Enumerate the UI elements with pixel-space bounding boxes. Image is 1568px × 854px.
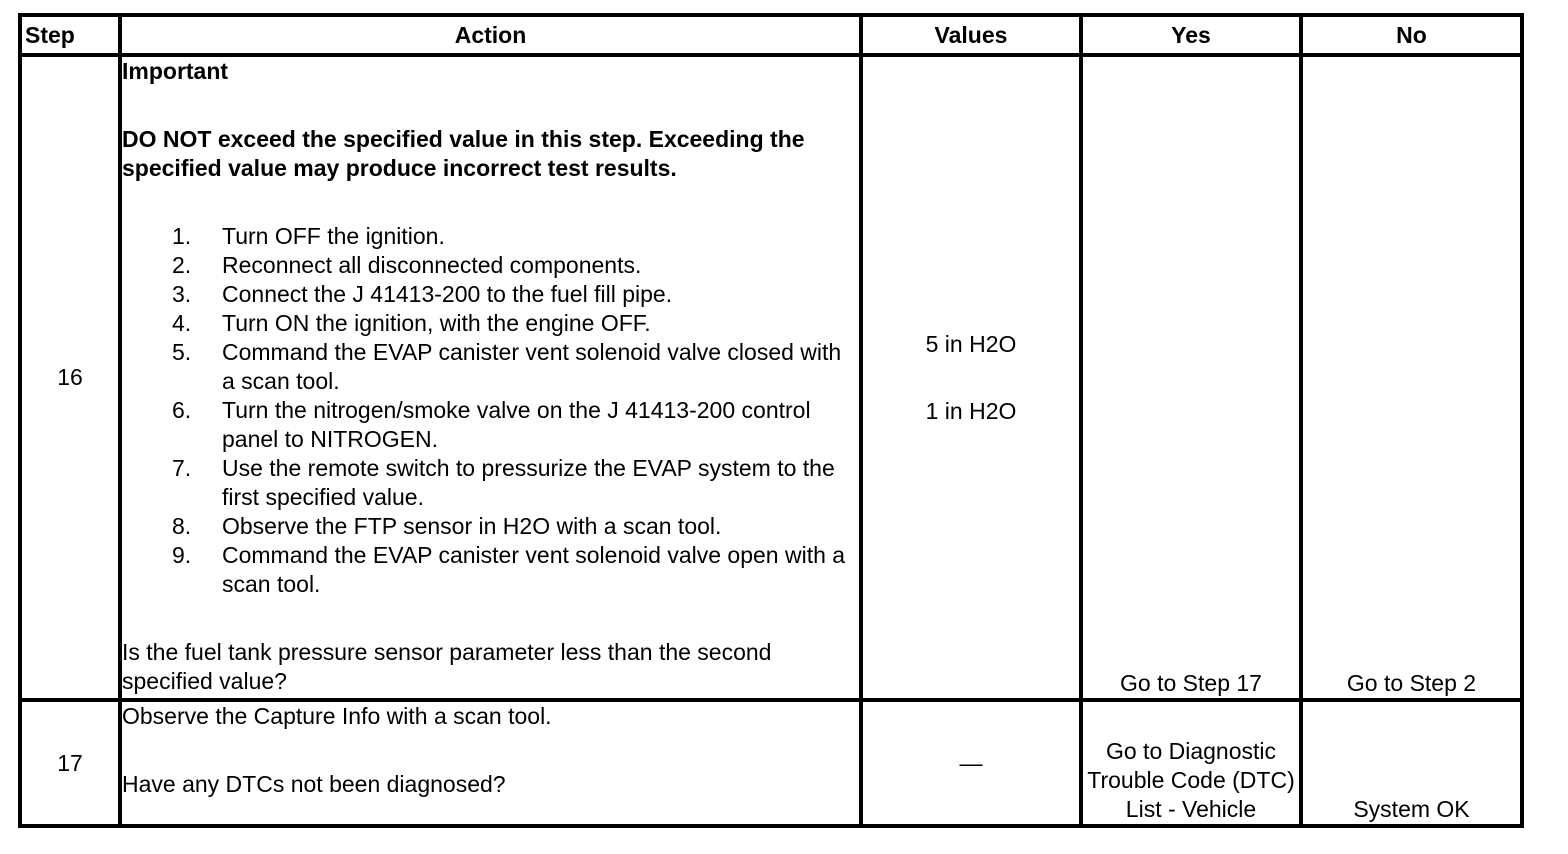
list-item: 2. Reconnect all disconnected components. xyxy=(172,252,642,278)
header-action: Action xyxy=(120,15,861,55)
header-step: Step xyxy=(20,15,120,55)
important-label: Important xyxy=(122,58,229,84)
action-cell xyxy=(120,55,861,700)
list-item: 7. Use the remote switch to pressurize the EVAP system to the first specified value. xyxy=(172,455,835,510)
procedure-list xyxy=(122,222,859,599)
important-notice: DO NOT exceed the specified value in this step. Exceeding the specified value may produce incorrect test results. xyxy=(122,126,805,181)
list-item: 4. Turn ON the ignition, with the engine OFF. xyxy=(172,310,651,336)
yes-cell: Go to Diagnostic Trouble Code (DTC) List - Vehicle xyxy=(1081,700,1301,826)
no-cell: Go to Step 2 xyxy=(1301,55,1522,700)
list-item: 8. Observe the FTP sensor in H2O with a scan tool. xyxy=(172,513,722,539)
header-row xyxy=(20,15,1522,55)
question-text: Is the fuel tank pressure sensor parameter less than the second specified value? xyxy=(122,639,772,694)
step-number: 16 xyxy=(20,55,120,700)
list-item: 6. Turn the nitrogen/smoke valve on the J 41413-200 control panel to NITROGEN. xyxy=(172,397,811,452)
action-cell xyxy=(120,700,861,826)
values-cell xyxy=(861,55,1081,700)
step-number: 17 xyxy=(20,700,120,826)
yes-cell: Go to Step 17 xyxy=(1081,55,1301,700)
header-yes: Yes xyxy=(1081,15,1301,55)
value-first: 5 in H2O xyxy=(925,330,1017,357)
list-item: 9. Command the EVAP canister vent solenoid valve open with a scan tool. xyxy=(172,542,846,597)
table-row-step-16 xyxy=(20,55,1522,700)
list-item: 3. Connect the J 41413-200 to the fuel fill pipe. xyxy=(172,281,673,307)
diagnostic-table xyxy=(18,13,1524,828)
no-cell: System OK xyxy=(1301,700,1522,826)
values-cell: — xyxy=(861,700,1081,826)
action-text: Observe the Capture Info with a scan tool. xyxy=(122,703,552,729)
header-no: No xyxy=(1301,15,1522,55)
list-item: 1. Turn OFF the ignition. xyxy=(172,223,445,249)
question-text: Have any DTCs not been diagnosed? xyxy=(122,771,506,797)
value-second: 1 in H2O xyxy=(925,397,1017,424)
header-values: Values xyxy=(861,15,1081,55)
table-row-step-17 xyxy=(20,700,1522,826)
list-item: 5. Command the EVAP canister vent solenoid valve closed with a scan tool. xyxy=(172,339,842,394)
